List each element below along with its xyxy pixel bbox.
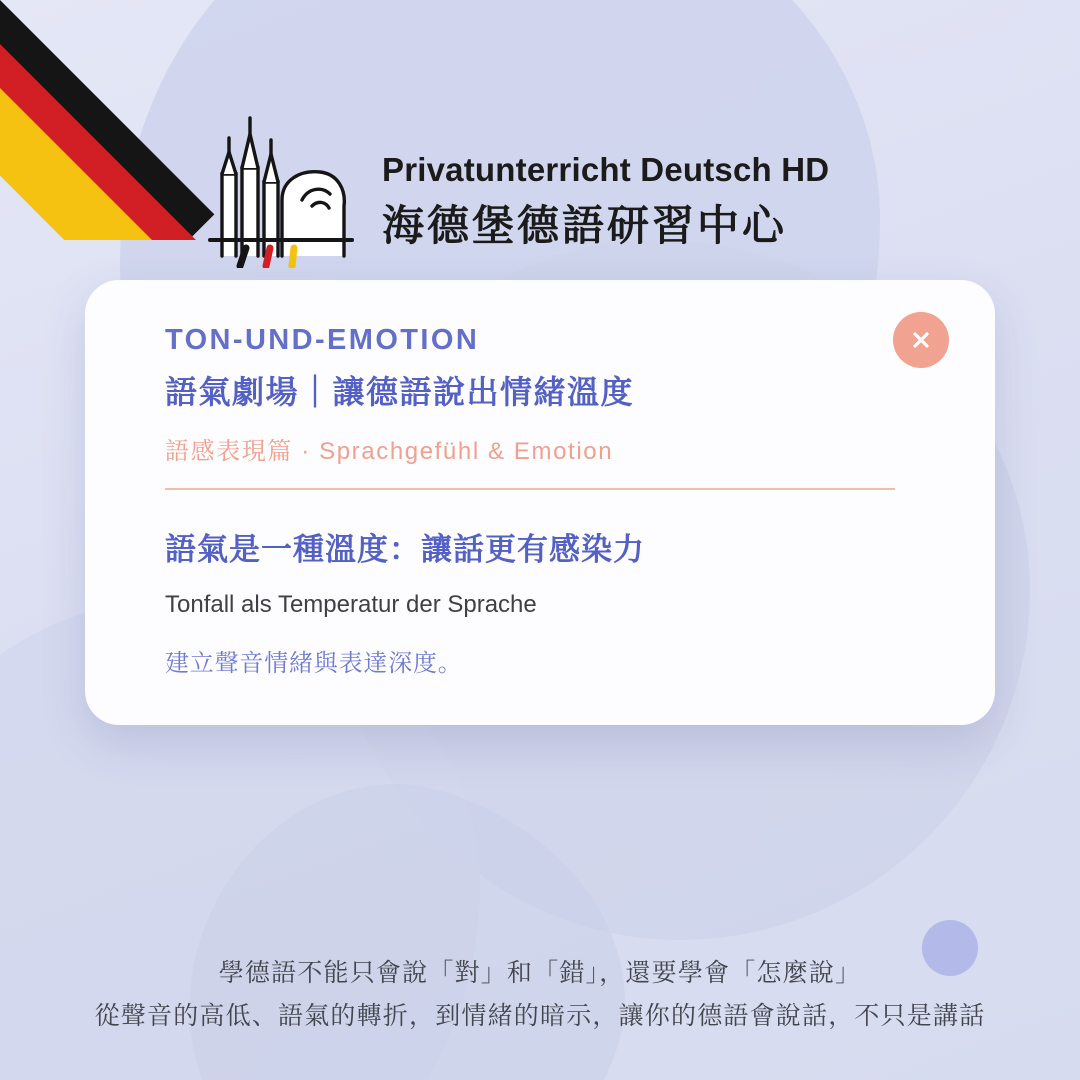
card-kicker: TON-UND-EMOTION [165,324,480,356]
card-subline: 語感表現篇 · Sprachgefühl & Emotion [165,438,614,465]
footer-line-1: 學德語不能只會說「對」和「錯」，還要學會「怎麼說」 [218,959,862,987]
brand-logo-text [382,123,829,253]
brand-name-de: Privatunterricht Deutsch HD [382,151,830,188]
topic-title-zh: 語氣是一種溫度：讓話更有感染力 [165,532,645,567]
card-headline: 語氣劇場｜讓德語說出情緒溫度 [165,374,635,410]
close-icon[interactable] [893,312,949,368]
footer-line-2: 從聲音的高低、語氣的轉折，到情緒的暗示，讓你的德語會說話，不只是講話 [94,1002,986,1030]
heidelberg-castle-icon [196,108,364,268]
lesson-card [85,280,995,725]
brand-name-zh: 海德堡德語研習中心 [382,202,788,249]
topic-title-de: Tonfall als Temperatur der Sprache [165,591,537,618]
card-divider [165,488,895,490]
brand-logo [196,108,896,268]
topic-note: 建立聲音情緒與表達深度。 [165,650,463,677]
footer-text [0,952,1080,1038]
